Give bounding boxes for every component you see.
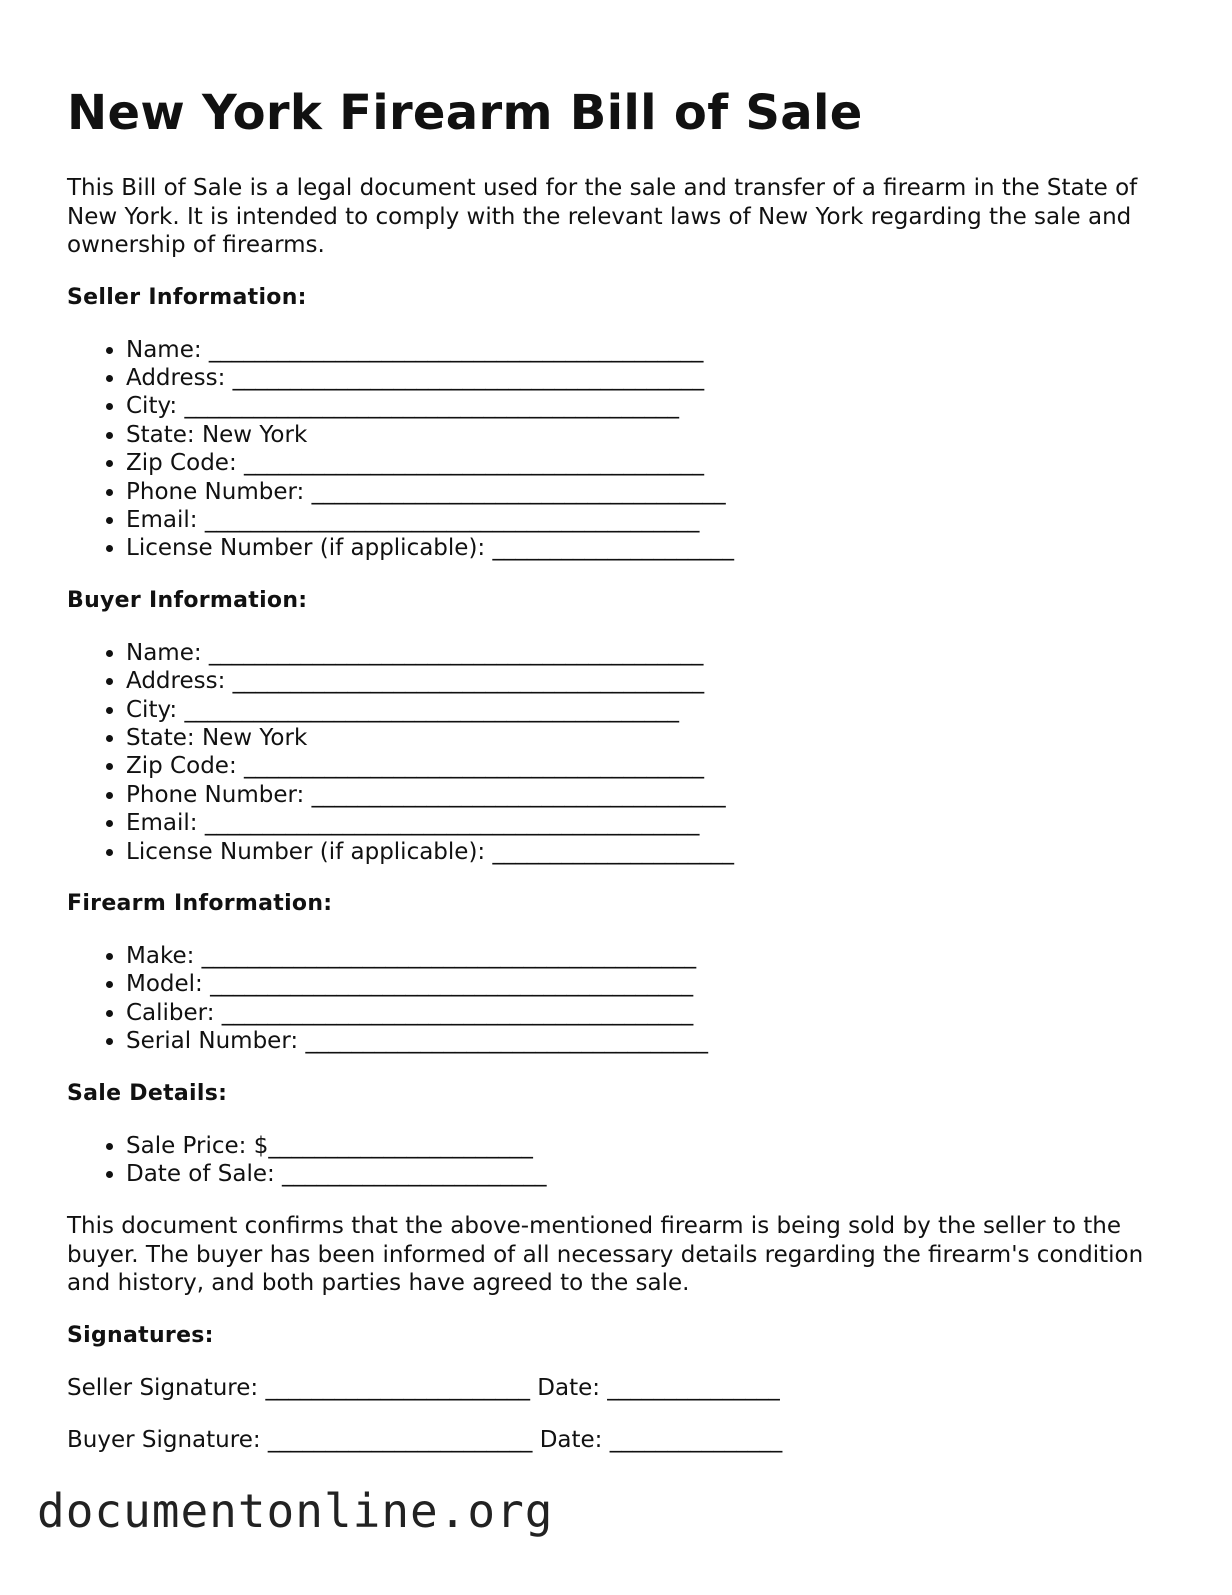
seller-address-field[interactable]: • Address: _________________________________________	[126, 364, 1177, 392]
firearm-field-list	[67, 942, 1177, 1056]
signatures-heading: Signatures:	[67, 1322, 214, 1348]
buyer-field-list	[67, 639, 1177, 866]
seller-license-field[interactable]: • License Number (if applicable): _____________________	[126, 534, 1177, 562]
firearm-serial-field[interactable]: • Serial Number: ___________________________________	[126, 1027, 1177, 1055]
firearm-model-field[interactable]: • Model: __________________________________________	[126, 970, 1177, 998]
page-title: New York Firearm Bill of Sale	[67, 85, 863, 141]
seller-field-list	[67, 336, 1177, 563]
seller-heading: Seller Information:	[67, 284, 307, 310]
firearm-heading: Firearm Information:	[67, 891, 333, 916]
buyer-address-field[interactable]: • Address: _________________________________________	[126, 667, 1177, 695]
seller-phone-field[interactable]: • Phone Number: ____________________________________	[126, 478, 1177, 506]
sale-heading: Sale Details:	[67, 1080, 228, 1106]
buyer-email-field[interactable]: • Email: ___________________________________________	[126, 809, 1177, 837]
firearm-caliber-field[interactable]: • Caliber: _________________________________________	[126, 999, 1177, 1027]
sale-field-list	[67, 1132, 1177, 1189]
watermark-logo: documentonline.org	[37, 1484, 554, 1538]
buyer-license-field[interactable]: • License Number (if applicable): _____________________	[126, 838, 1177, 866]
firearm-make-field[interactable]: • Make: ___________________________________________	[126, 942, 1177, 970]
buyer-heading: Buyer Information:	[67, 587, 308, 613]
seller-city-field[interactable]: • City: ___________________________________________	[126, 392, 1177, 420]
buyer-name-field[interactable]: • Name: ___________________________________________	[126, 639, 1177, 667]
buyer-state-field: • State: New York	[126, 724, 1177, 752]
document-page	[67, 82, 1177, 1454]
sale-date-field[interactable]: • Date of Sale: _______________________	[126, 1160, 1177, 1188]
buyer-city-field[interactable]: • City: ___________________________________________	[126, 696, 1177, 724]
intro-paragraph: This Bill of Sale is a legal document used for the sale and transfer of a firearm in the State of New York. It is intended to comply with the relevant laws of New York regarding the sale and ownership of firearms.	[67, 175, 1138, 258]
buyer-zip-field[interactable]: • Zip Code: ________________________________________	[126, 752, 1177, 780]
sale-price-field[interactable]: • Sale Price: $_______________________	[126, 1132, 1177, 1160]
buyer-phone-field[interactable]: • Phone Number: ____________________________________	[126, 781, 1177, 809]
seller-state-field: • State: New York	[126, 421, 1177, 449]
seller-signature-line[interactable]: Seller Signature: _______________________ Date: _______________	[67, 1374, 780, 1401]
seller-email-field[interactable]: • Email: ___________________________________________	[126, 506, 1177, 534]
seller-zip-field[interactable]: • Zip Code: ________________________________________	[126, 449, 1177, 477]
seller-name-field[interactable]: • Name: ___________________________________________	[126, 336, 1177, 364]
confirmation-paragraph: This document confirms that the above-mentioned firearm is being sold by the seller to the buyer. The buyer has been informed of all necessary details regarding the firearm's condition and history, and both parties have agreed to the sale.	[67, 1213, 1144, 1297]
buyer-signature-line[interactable]: Buyer Signature: _______________________ Date: _______________	[67, 1426, 783, 1453]
